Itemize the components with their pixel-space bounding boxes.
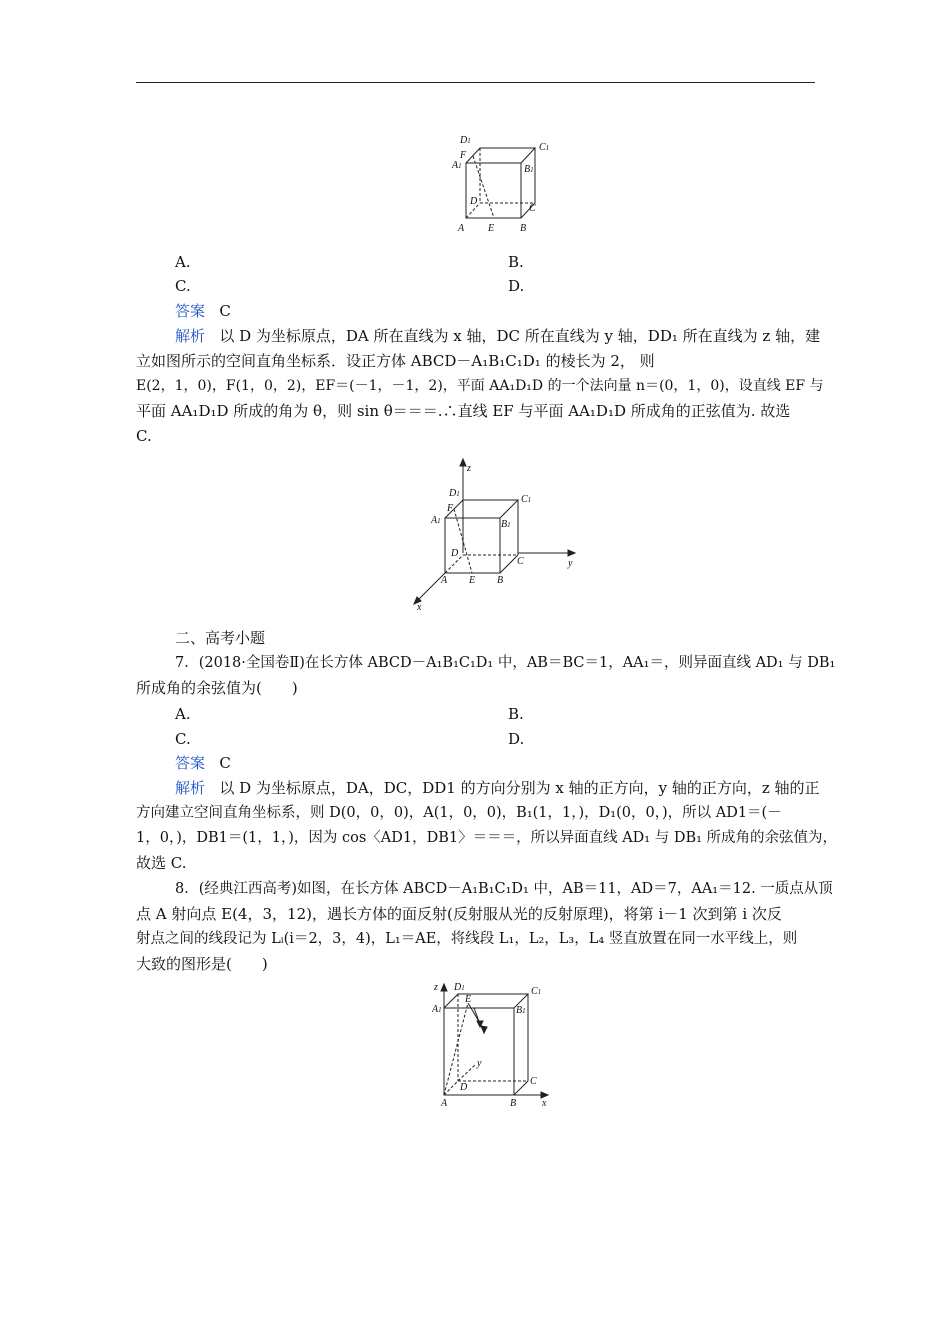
label-b1: B1 bbox=[516, 1005, 526, 1016]
q6-option-b: B. bbox=[508, 253, 524, 271]
q8-stem-line-3: 射点之间的线段记为 Lᵢ(i＝2，3，4)，L₁＝AE，将线段 L₁，L₂，L₃，L₄ 竖直放置在同一水平线上，则 bbox=[136, 931, 798, 947]
q6-option-a: A. bbox=[175, 253, 191, 271]
answer-label: 答案 bbox=[175, 302, 206, 320]
box-figure-3 bbox=[432, 980, 560, 1108]
q7-option-c: C. bbox=[175, 730, 191, 748]
q7-stem-line-1: 7．(2018·全国卷Ⅱ)在长方体 ABCD－A₁B₁C₁D₁ 中，AB＝BC＝1，AA₁＝，则异面直线 AD₁ 与 DB₁ bbox=[175, 655, 836, 671]
label-c: C bbox=[517, 556, 524, 567]
q8-stem-line-4: 大致的图形是( ) bbox=[136, 955, 268, 973]
q6-analysis-line-5: C. bbox=[136, 427, 152, 445]
analysis-label: 解析 bbox=[175, 327, 206, 345]
label-e: E bbox=[465, 994, 472, 1005]
label-y: y bbox=[568, 558, 573, 569]
label-c1: C1 bbox=[531, 986, 542, 997]
label-a1: A1 bbox=[432, 1004, 442, 1015]
y-axis bbox=[458, 1064, 476, 1081]
label-z: z bbox=[434, 982, 438, 993]
label-c1: C1 bbox=[521, 494, 532, 505]
label-b: B bbox=[497, 575, 504, 586]
analysis-label: 解析 bbox=[175, 779, 206, 797]
label-a1: A1 bbox=[452, 160, 462, 171]
q7-analysis-line-3: 1，0，)，DB1＝(1，1，)，因为 cos〈AD1，DB1〉＝＝＝，所以异面直线 AD₁ 与 DB₁ 所成角的余弦值为， bbox=[136, 830, 838, 846]
label-d: D bbox=[460, 1082, 468, 1093]
top-face bbox=[466, 148, 535, 163]
q7-option-b: B. bbox=[508, 705, 524, 723]
q8-stem-line-2: 点 A 射向点 E(4，3，12)，遇长方体的面反射(反射服从光的反射原理)，将第 i－1 次到第 i 次反 bbox=[136, 905, 782, 923]
label-b1: B1 bbox=[501, 519, 511, 530]
q6-analysis-line-3: E(2，1，0)，F(1，0，2)，EF＝(－1，－1，2)，平面 AA₁D₁D 的一个法向量 n＝(0，1，0)，设直线 EF 与 bbox=[136, 378, 824, 394]
label-b1: B1 bbox=[524, 164, 534, 175]
label-e: E bbox=[469, 575, 476, 586]
label-c1: C1 bbox=[539, 142, 550, 153]
q8-stem-line-1: 8．(经典江西高考)如图，在长方体 ABCD－A₁B₁C₁D₁ 中，AB＝11，AD＝7，AA₁＝12. 一质点从顶 bbox=[175, 881, 833, 897]
cube-figure-1 bbox=[436, 128, 554, 244]
label-d1: D1 bbox=[454, 982, 465, 993]
label-a: A bbox=[441, 1098, 448, 1108]
label-y: y bbox=[477, 1058, 482, 1069]
q6-answer bbox=[175, 301, 854, 321]
label-a1: A1 bbox=[431, 515, 441, 526]
section-title: 二、高考小题 bbox=[175, 629, 266, 647]
label-e: E bbox=[488, 223, 495, 234]
answer-value: C bbox=[219, 754, 231, 772]
label-f: F bbox=[460, 150, 467, 161]
answer-value: C bbox=[219, 302, 231, 320]
segment-ef bbox=[473, 156, 494, 218]
label-f: F bbox=[447, 503, 454, 514]
label-d: D bbox=[470, 196, 478, 207]
label-c: C bbox=[529, 203, 536, 214]
q7-analysis-line-1: 解析 以 D 为坐标原点，DA，DC，DD1 的方向分别为 x 轴的正方向，y 轴的正方向，z 轴的正 bbox=[175, 779, 820, 797]
label-d1: D1 bbox=[449, 488, 460, 499]
cube-figure-2 bbox=[405, 453, 585, 613]
label-d: D bbox=[451, 548, 459, 559]
q6-option-c: C. bbox=[175, 277, 191, 295]
label-x: x bbox=[542, 1098, 547, 1108]
label-z: z bbox=[467, 463, 471, 474]
q7-option-d: D. bbox=[508, 730, 525, 748]
answer-label: 答案 bbox=[175, 754, 206, 772]
q6-analysis-line-2: 立如图所示的空间直角坐标系．设正方体 ABCD－A₁B₁C₁D₁ 的棱长为 2， 则 bbox=[136, 352, 655, 370]
label-b: B bbox=[510, 1098, 517, 1108]
q7-answer bbox=[175, 753, 854, 773]
label-d1: D1 bbox=[460, 135, 471, 146]
q7-stem-line-2: 所成角的余弦值为( ) bbox=[136, 679, 298, 697]
q7-analysis-line-4: 故选 C. bbox=[136, 854, 187, 872]
q7-option-a: A. bbox=[175, 705, 191, 723]
label-c: C bbox=[530, 1076, 537, 1087]
label-b: B bbox=[520, 223, 527, 234]
q6-analysis-line-1: 解析 以 D 为坐标原点，DA 所在直线为 x 轴，DC 所在直线为 y 轴，DD₁ 所在直线为 z 轴，建 bbox=[175, 327, 821, 345]
label-a: A bbox=[458, 223, 465, 234]
label-x: x bbox=[417, 602, 422, 613]
q7-analysis-line-2: 方向建立空间直角坐标系，则 D(0，0，0)，A(1，0，0)，B₁(1，1，)，D₁(0，0，)，所以 AD1＝(－ bbox=[136, 805, 782, 821]
q6-analysis-line-4: 平面 AA₁D₁D 所成的角为 θ，则 sin θ＝＝＝.∴直线 EF 与平面 AA₁D₁D 所成角的正弦值为. 故选 bbox=[136, 402, 791, 420]
label-a: A bbox=[441, 575, 448, 586]
q6-option-d: D. bbox=[508, 277, 525, 295]
header-rule bbox=[136, 82, 815, 83]
